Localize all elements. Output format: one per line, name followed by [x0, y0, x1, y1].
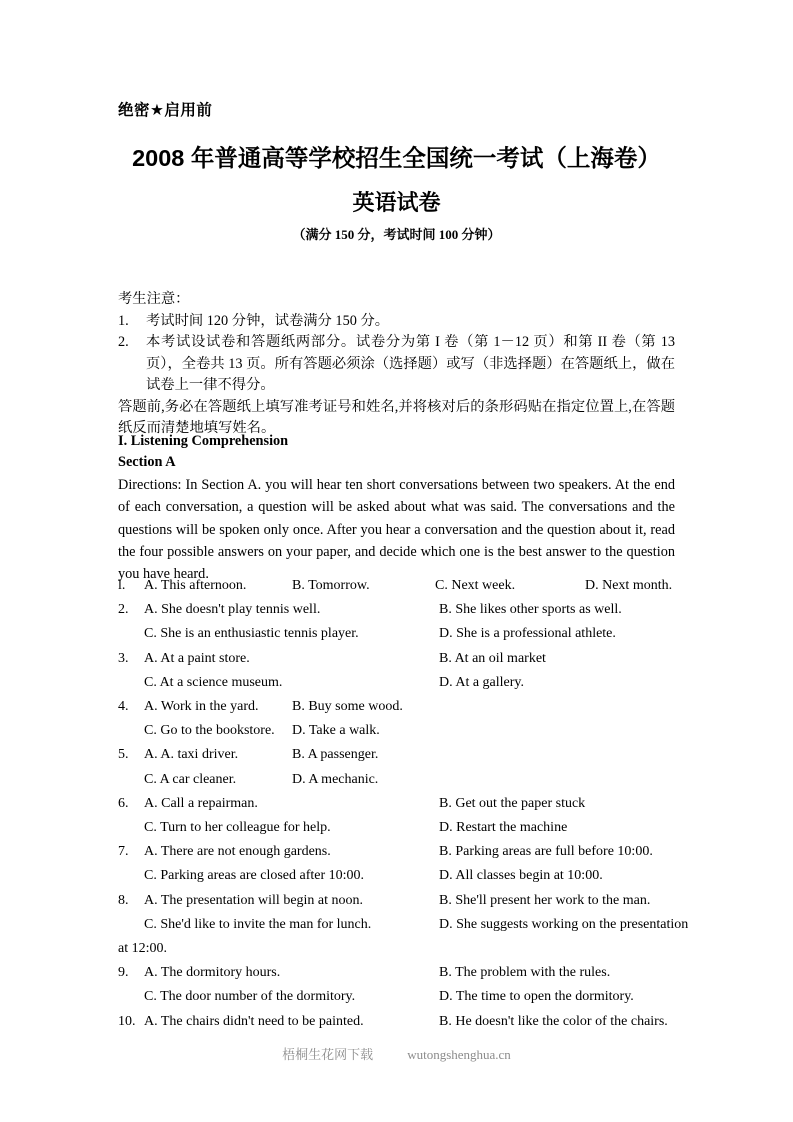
- option-a[interactable]: A. She doesn't play tennis well.: [144, 602, 321, 618]
- question-item: [118, 961, 675, 1009]
- option-c[interactable]: C. The door number of the dormitory.: [144, 989, 356, 1005]
- option-b[interactable]: B. The problem with the rules.: [439, 965, 611, 981]
- option-b[interactable]: B. Get out the paper stuck: [439, 795, 586, 811]
- option-c[interactable]: C. Parking areas are closed after 10:00.: [144, 868, 365, 884]
- question-number: 2.: [118, 602, 129, 618]
- option-a[interactable]: A. There are not enough gardens.: [144, 844, 331, 860]
- question-item: [118, 695, 675, 743]
- question-number: 5.: [118, 747, 129, 763]
- option-b[interactable]: B. He doesn't like the color of the chairs.: [439, 1013, 668, 1029]
- option-d[interactable]: D. All classes begin at 10:00.: [439, 868, 603, 884]
- option-a[interactable]: A. At a paint store.: [144, 650, 250, 666]
- directions-paragraph: Directions: In Section A. you will hear ten short conversations between two speakers. At the end of each conversation, a question will be asked about what was said. The conversations and the questions will be spoken only once. After you hear a conversation and the question about it, read the four possible answers on your paper, and decide which one is the best answer to the question you have heard.: [118, 477, 675, 583]
- option-b[interactable]: B. Tomorrow.: [292, 578, 370, 593]
- question-number: 10.: [118, 1013, 136, 1029]
- option-b[interactable]: B. Buy some wood.: [292, 699, 403, 715]
- question-number: 8.: [118, 892, 129, 908]
- exam-paper-page: [118, 0, 689, 1122]
- option-a[interactable]: A. Call a repairman.: [144, 795, 258, 811]
- note-item: [118, 332, 675, 397]
- option-a[interactable]: A. The presentation will begin at noon.: [144, 892, 364, 908]
- question-item: [118, 647, 675, 695]
- question-item: [118, 743, 675, 791]
- note-number: 2.: [118, 334, 129, 350]
- question-list: [118, 574, 689, 1034]
- option-a[interactable]: A. Work in the yard.: [144, 699, 259, 715]
- option-c[interactable]: C. Turn to her colleague for help.: [144, 820, 331, 836]
- question-number: 3.: [118, 650, 129, 666]
- section-heading-section-a: Section A: [118, 454, 176, 470]
- option-d[interactable]: D. At a gallery.: [439, 674, 525, 690]
- option-d[interactable]: D. She is a professional athlete.: [439, 626, 616, 642]
- question-number: 9.: [118, 965, 129, 981]
- footer-watermark: [118, 1044, 675, 1063]
- option-d[interactable]: D. A mechanic.: [292, 771, 379, 787]
- question-number: 6.: [118, 795, 129, 811]
- option-c[interactable]: C. She'd like to invite the man for lunch.: [144, 916, 372, 932]
- option-d[interactable]: D. The time to open the dormitory.: [439, 989, 634, 1005]
- option-c[interactable]: C. She is an enthusiastic tennis player.: [144, 626, 359, 642]
- option-c[interactable]: C. Next week.: [435, 578, 516, 593]
- footer-site-url: wutongshenghua.cn: [407, 1047, 511, 1062]
- note-text: 本考试设试卷和答题纸两部分。试卷分为第 I 卷（第 1－12 页）和第 II 卷（第 13 页），全卷共 13 页。所有答题必须涂（选择题）或写（非选择题）在答题纸上，做在试卷上一律不得分。: [146, 334, 675, 393]
- option-c[interactable]: C. Go to the bookstore.: [144, 723, 275, 739]
- section-heading-listening: I. Listening Comprehension: [118, 433, 289, 449]
- question-item: [118, 792, 675, 840]
- option-d[interactable]: D. She suggests working on the presentation: [439, 916, 689, 932]
- option-a[interactable]: A. This afternoon.: [144, 578, 247, 593]
- candidate-notes: [118, 289, 675, 440]
- question-item: [118, 574, 675, 598]
- score-and-duration-line: （满分 150 分，考试时间 100 分钟）: [292, 227, 501, 242]
- question-number: 7.: [118, 844, 129, 860]
- option-a[interactable]: A. The dormitory hours.: [144, 965, 281, 981]
- option-b[interactable]: B. A passenger.: [292, 747, 379, 763]
- question-item: [118, 1010, 675, 1034]
- page-title: 2008 年普通高等学校招生全国统一考试（上海卷）: [132, 145, 661, 171]
- question-item: [118, 889, 689, 962]
- confidential-notice: 绝密★启用前: [118, 102, 213, 119]
- option-d-continuation: at 12:00.: [118, 941, 167, 957]
- option-a[interactable]: A. A. taxi driver.: [144, 747, 239, 763]
- question-item: [118, 840, 675, 888]
- note-number: 1.: [118, 312, 129, 329]
- option-c[interactable]: C. A car cleaner.: [144, 771, 237, 787]
- option-d[interactable]: D. Take a walk.: [292, 723, 380, 739]
- page-subtitle: 英语试卷: [352, 190, 441, 215]
- option-c[interactable]: C. At a science museum.: [144, 674, 283, 690]
- notes-title: 考生注意：: [118, 291, 190, 307]
- option-d[interactable]: D. Restart the machine: [439, 820, 568, 836]
- note-item: [118, 311, 675, 333]
- note-text: 考试时间 120 分钟，试卷满分 150 分。: [146, 312, 390, 329]
- option-b[interactable]: B. She likes other sports as well.: [439, 602, 622, 618]
- question-number: 4.: [118, 699, 129, 715]
- option-a[interactable]: A. The chairs didn't need to be painted.: [144, 1013, 364, 1029]
- option-b[interactable]: B. Parking areas are full before 10:00.: [439, 844, 653, 860]
- question-number: l.: [118, 578, 126, 593]
- note-paragraph: 答题前,务必在答题纸上填写准考证号和姓名,并将核对后的条形码贴在指定位置上,在答题纸反而清楚地填写姓名。: [118, 398, 675, 436]
- footer-site-name: 梧桐生花网下载: [282, 1047, 374, 1062]
- option-d[interactable]: D. Next month.: [585, 578, 673, 593]
- option-b[interactable]: B. She'll present her work to the man.: [439, 892, 651, 908]
- option-b[interactable]: B. At an oil market: [439, 650, 546, 666]
- question-item: [118, 598, 675, 646]
